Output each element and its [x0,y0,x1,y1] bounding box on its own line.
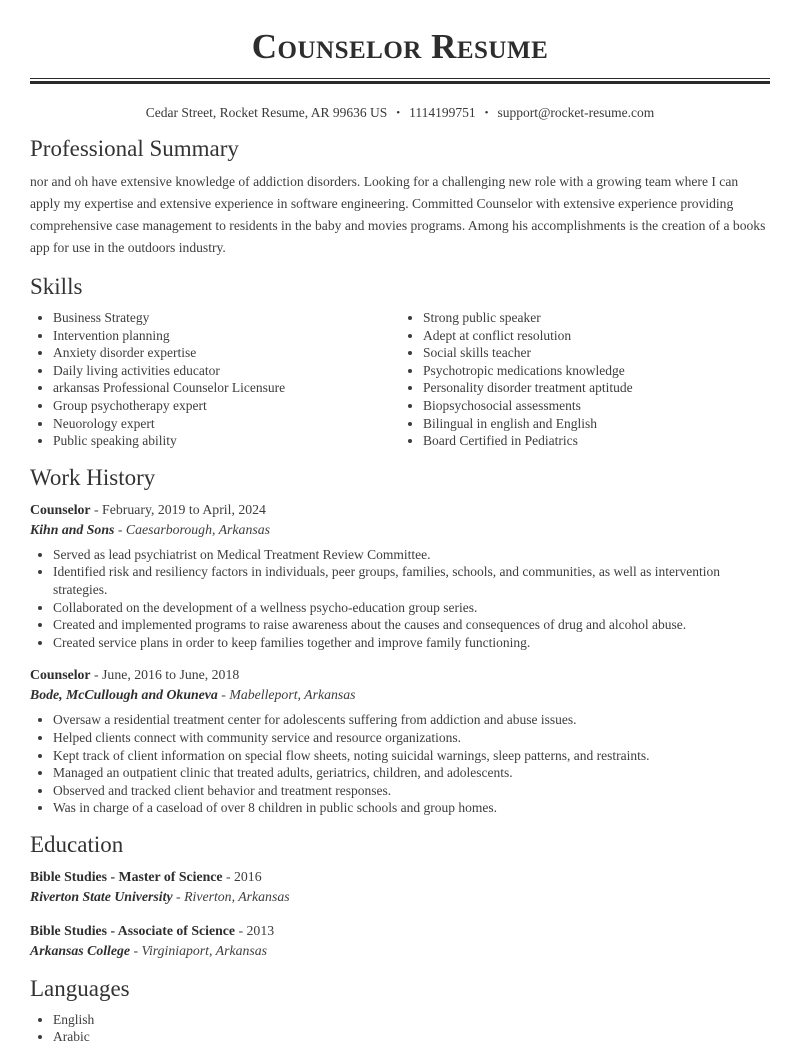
job-header [30,500,770,540]
education-location: - Virginiaport, Arkansas [133,942,268,958]
education-year: - 2013 [238,922,275,938]
job-bullet: • Managed an outpatient clinic that treated adults, geriatrics, children, and adolescents. [53,764,770,782]
skills-column-right [400,309,770,450]
language-item: • Arabic [53,1028,770,1046]
job-bullet: • Created service plans in order to keep families together and improve family functioning. [53,634,770,652]
job-bullet: • Helped clients connect with community service and resource organizations. [53,729,770,747]
education-school: Riverton State University [30,888,173,904]
skill-item: • Strong public speaker [423,309,770,327]
contact-separator: • [484,107,489,119]
section-heading-professional-summary: Professional Summary [30,136,239,161]
skills-column-left [30,309,400,450]
contact-phone: 1114199751 [409,105,476,120]
job-location: - Caesarborough, Arkansas [117,521,270,537]
section-heading-languages: Languages [30,975,130,1001]
job-bullet: • Identified risk and resiliency factors in individuals, peer groups, families, schools, and communities, as well as intervention strategies. [53,563,770,598]
job-title: Counselor [30,667,91,683]
section-work-history [30,465,770,817]
skill-item: • arkansas Professional Counselor Licensure [53,379,400,397]
contact-separator: • [396,107,401,119]
skill-item: • Personality disorder treatment aptitude [423,379,770,397]
job-entry [30,665,770,817]
skills-columns [30,309,770,450]
section-education [30,832,770,961]
section-languages [30,976,770,1046]
language-item: • English [53,1011,770,1029]
skill-item: • Group psychotherapy expert [53,397,400,415]
section-heading-education: Education [30,831,124,857]
education-entry [30,921,770,961]
job-company: Bode, McCullough and Okuneva [30,687,218,703]
job-bullet: • Served as lead psychiatrist on Medical Treatment Review Committee. [53,546,770,564]
resume-title: Counselor Resume [251,27,549,66]
skill-item: • Business Strategy [53,309,400,327]
skill-item: • Adept at conflict resolution [423,327,770,345]
skill-item: • Public speaking ability [53,432,400,450]
job-title: Counselor [30,501,91,517]
contact-line [30,105,770,121]
section-heading-work-history: Work History [30,464,156,490]
job-location: - Mabelleport, Arkansas [221,687,356,703]
skill-item: • Biopsychosocial assessments [423,397,770,415]
education-degree: Bible Studies - Master of Science [30,868,223,884]
job-bullet: • Collaborated on the development of a wellness psycho-education group series. [53,599,770,617]
header-divider [30,78,770,84]
job-bullet: • Was in charge of a caseload of over 8 children in public schools and group homes. [53,799,770,817]
education-school: Arkansas College [30,942,131,958]
skill-item: • Board Certified in Pediatrics [423,432,770,450]
skill-item: • Daily living activities educator [53,362,400,380]
resume-page [0,27,800,1046]
education-degree: Bible Studies - Associate of Science [30,922,236,938]
job-bullet: • Observed and tracked client behavior and treatment responses. [53,782,770,800]
job-bullet: • Created and implemented programs to raise awareness about the causes and consequences of drug and alcohol abuse. [53,616,770,634]
skill-item: • Anxiety disorder expertise [53,344,400,362]
job-dates: - June, 2016 to June, 2018 [94,667,240,683]
education-location: - Riverton, Arkansas [176,888,290,904]
skill-item: • Psychotropic medications knowledge [423,362,770,380]
section-skills [30,274,770,450]
education-year: - 2016 [225,868,262,884]
job-entry [30,500,770,652]
job-header [30,665,770,705]
education-entry [30,867,770,907]
skill-item: • Social skills teacher [423,344,770,362]
skill-item: • Intervention planning [53,327,400,345]
job-dates: - February, 2019 to April, 2024 [94,501,266,517]
skill-item: • Neuorology expert [53,415,400,433]
contact-email: support@rocket-resume.com [497,105,655,120]
job-bullet: • Oversaw a residential treatment center for adolescents suffering from addiction and abuse issues. [53,711,770,729]
job-bullet: • Kept track of client information on special flow sheets, noting suicidal warnings, sleep patterns, and restraints. [53,747,770,765]
skill-item: • Bilingual in english and English [423,415,770,433]
summary-paragraph: nor and oh have extensive knowledge of addiction disorders. Looking for a challenging new role with a growing team where I can apply my expertise and extensive experience in software engineering. Committed Counselor with extensive experience providing comprehensive case management to residents in the baby and movies programs. Among his accomplishments is the creation of a books app for use in the outdoors industry. [30,174,766,255]
job-company: Kihn and Sons [30,521,115,537]
contact-address: Cedar Street, Rocket Resume, AR 99636 US [145,105,388,120]
section-professional-summary [30,136,770,259]
section-heading-skills: Skills [30,274,83,299]
